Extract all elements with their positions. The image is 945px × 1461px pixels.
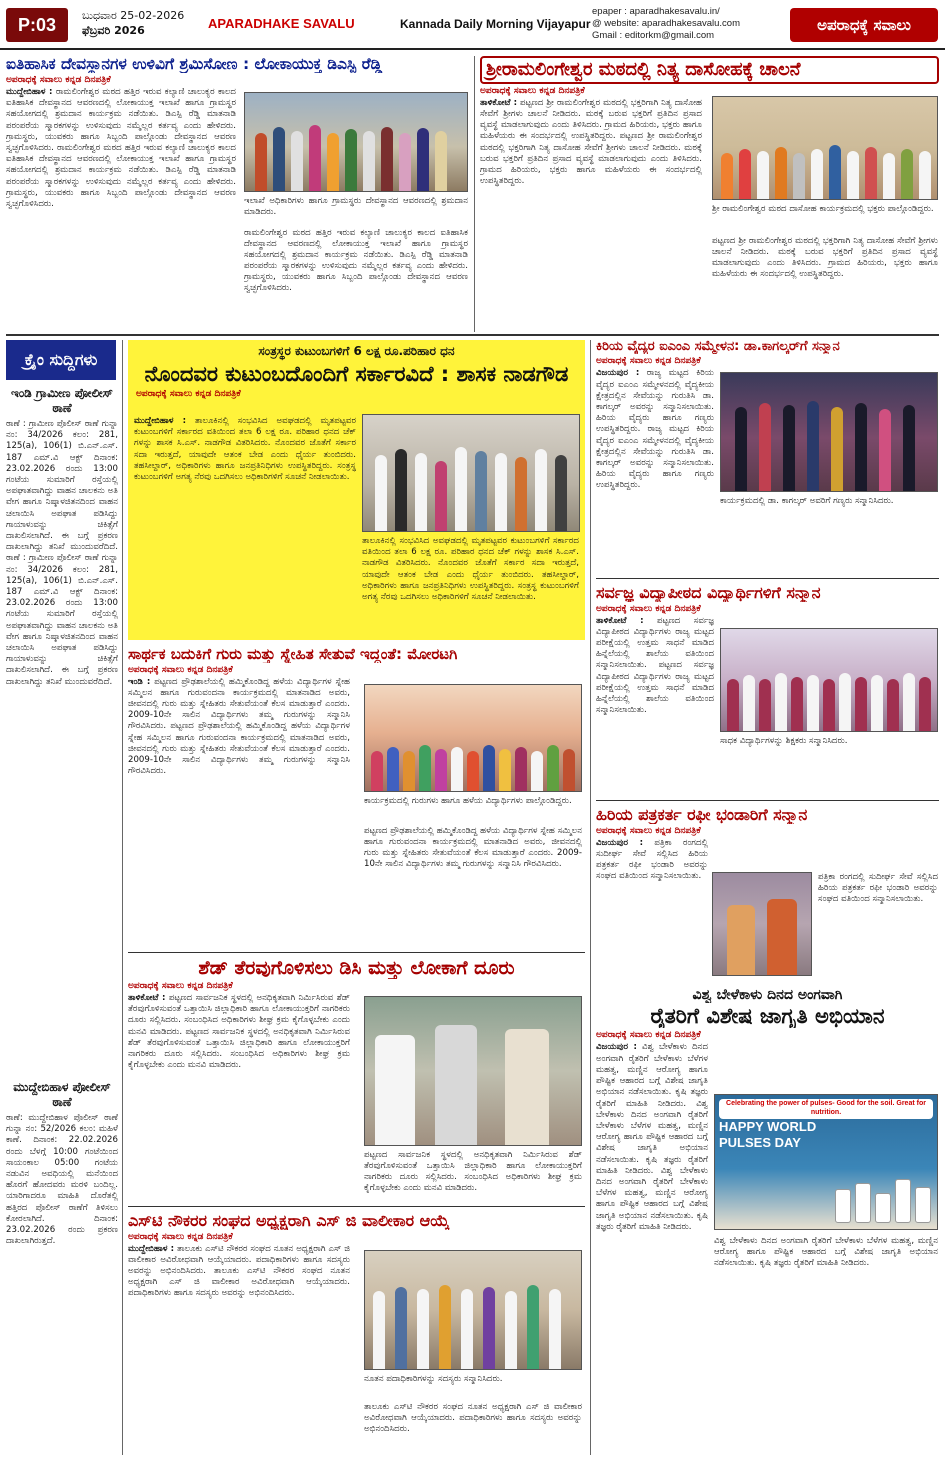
story-text: ವಿಶ್ವ ಬೇಳೆಕಾಳು ದಿನದ ಅಂಗವಾಗಿ ರೈತರಿಗೆ ಬೇಳೆಕಾಳು ಬೆಳೆಗಳ ಮಹತ್ವ, ಮಣ್ಣಿನ ಆರೋಗ್ಯ ಹಾಗೂ ಪೌಷ್ಟಿಕ ಆಹಾರದ ಬಗ್ಗೆ ವಿಶೇಷ ಜಾಗೃತಿ ಅಭಿಯಾನ ನಡೆಸಲಾಯಿತು. ಕೃಷಿ ತಜ್ಞರು ರೈತರಿಗೆ ಮಾಹಿತಿ ನೀಡಿದರು. bbox=[596, 1042, 708, 1109]
story-body bbox=[6, 87, 236, 332]
story-headline: ಸಾರ್ಥಕ ಬದುಕಿಗೆ ಗುರು ಮತ್ತು ಸ್ನೇಹಿತ ಸೇತುವೆ ಇದ್ದಂತೆ: ಮೋರಟಗಿ bbox=[128, 646, 458, 663]
website-link[interactable]: @ website: aparadhakesavalu.com bbox=[592, 18, 741, 29]
story-text: ಪಟ್ಟಣದ ಶ್ರೀ ರಾಮಲಿಂಗೇಶ್ವರ ಮಠದಲ್ಲಿ ಭಕ್ತರಿಗಾಗಿ ನಿತ್ಯ ದಾಸೋಹ ಸೇವೆಗೆ ಶ್ರೀಗಳು ಚಾಲನೆ ನೀಡಿದರು. ಮಠಕ್ಕೆ ಬರುವ ಭಕ್ತರಿಗೆ ಪ್ರತಿದಿನ ಪ್ರಸಾದ ವ್ಯವಸ್ಥೆ ಮಾಡಲಾಗುವುದು ಎಂದು ತಿಳಿಸಿದರು. ಗ್ರಾಮದ ಹಿರಿಯರು, ಭಕ್ತರು ಹಾಗೂ ಮಹಿಳೆಯರು ಈ ಸಂದರ್ಭದಲ್ಲಿ ಉಪಸ್ಥಿತರಿದ್ದರು. bbox=[480, 97, 702, 142]
photo-caption: ಸಾಧಕ ವಿದ್ಯಾರ್ಥಿಗಳನ್ನು ಶಿಕ್ಷಕರು ಸನ್ಮಾನಿಸಿದರು. bbox=[720, 736, 848, 746]
story-credit: ಅಪರಾಧಕ್ಕೆ ಸವಾಲು ಕನ್ನಡ ದಿನಪತ್ರಿಕೆ bbox=[128, 1231, 233, 1242]
story-dateline: ಇಂಡಿ : bbox=[128, 676, 151, 687]
story-continuation: ಪಟ್ಟಣದ ಸಾರ್ವಜನಿಕ ಸ್ಥಳದಲ್ಲಿ ಅನಧಿಕೃತವಾಗಿ ನಿರ್ಮಿಸಿರುವ ಶೆಡ್ ತೆರವುಗೊಳಿಸುವಂತೆ ಒತ್ತಾಯಿಸಿ ಜಿಲ್ಲಾಧಿಕಾರಿ ಹಾಗೂ ಲೋಕಾಯುಕ್ತರಿಗೆ ನಾಗರಿಕರು ದೂರು ಸಲ್ಲಿಸಿದರು. ಸಂಬಂಧಿಸಿದ ಅಧಿಕಾರಿಗಳು ಶೀಘ್ರ ಕ್ರಮ ಕೈಗೊಳ್ಳಬೇಕು ಎಂದು ಮನವಿ ಮಾಡಿದರು. bbox=[364, 1150, 582, 1193]
paper-logo: ಅಪರಾಧಕ್ಕೆ ಸವಾಲು bbox=[790, 8, 938, 42]
story-dateline: ತಾಳಿಕೋಟೆ : bbox=[480, 97, 518, 108]
story-credit: ಅಪರಾಧಕ್ಕೆ ಸವಾಲು ಕನ್ನಡ ದಿನಪತ್ರಿಕೆ bbox=[128, 664, 233, 675]
column-divider bbox=[590, 340, 591, 1455]
story-body bbox=[134, 416, 356, 634]
story-dateline: ತಾಳಿಕೋಟೆ : bbox=[128, 992, 166, 1003]
epaper-link[interactable]: epaper : aparadhakesavalu.in/ bbox=[592, 6, 720, 17]
story-continuation: ತಾಲೂಕಿನಲ್ಲಿ ಸಂಭವಿಸಿದ ಅವಘಡದಲ್ಲಿ ಮೃತಪಟ್ಟವರ ಕುಟುಂಬಗಳಿಗೆ ಸರ್ಕಾರದ ವತಿಯಿಂದ ತಲಾ 6 ಲಕ್ಷ ರೂ. ಪರಿಹಾರ ಧನದ ಚೆಕ್ ಗಳನ್ನು ಶಾಸಕ ಸಿ.ಎಸ್. ನಾಡಗೌಡ ವಿತರಿಸಿದರು. ನೊಂದವರ ಜೊತೆಗೆ ಸರ್ಕಾರ ಸದಾ ಇರುತ್ತದೆ, ಯಾವುದೇ ಆತಂಕ ಬೇಡ ಎಂದು ಧೈರ್ಯ ತುಂಬಿದರು. ತಹಸೀಲ್ದಾರ್, ಅಧಿಕಾರಿಗಳು ಹಾಗೂ ಜನಪ್ರತಿನಿಧಿಗಳು ಉಪಸ್ಥಿತರಿದ್ದರು. ಸಂತ್ರಸ್ಥ ಕುಟುಂಬಗಳಿಗೆ ಅಗತ್ಯ ನೆರವು ಒದಗಿಸಲು ಅಧಿಕಾರಿಗಳಿಗೆ ಸೂಚನೆ ನೀಡಲಾಯಿತು. bbox=[362, 536, 579, 603]
story-text: ಪತ್ರಿಕಾ ರಂಗದಲ್ಲಿ ಸುದೀರ್ಘ ಸೇವೆ ಸಲ್ಲಿಸಿದ ಹಿರಿಯ ಪತ್ರಕರ್ತ ರಫೀ ಭಂಡಾರಿ ಅವರನ್ನು ಸಂಘದ ವತಿಯಿಂದ ಸನ್ಮಾನಿಸಲಾಯಿತು. bbox=[596, 837, 708, 882]
story-text-repeat-2: ವಿಶ್ವ ಬೇಳೆಕಾಳು ದಿನದ ಅಂಗವಾಗಿ ರೈತರಿಗೆ ಬೇಳೆಕಾಳು ಬೆಳೆಗಳ ಮಹತ್ವ, ಮಣ್ಣಿನ ಆರೋಗ್ಯ ಹಾಗೂ ಪೌಷ್ಟಿಕ ಆಹಾರದ ಬಗ್ಗೆ ವಿಶೇಷ ಜಾಗೃತಿ ಅಭಿಯಾನ ನಡೆಸಲಾಯಿತು. ಕೃಷಿ ತಜ್ಞರು ರೈತರಿಗೆ ಮಾಹಿತಿ ನೀಡಿದರು. bbox=[596, 1165, 708, 1232]
photo-caption: ಶ್ರೀ ರಾಮಲಿಂಗೇಶ್ವರ ಮಠದ ದಾಸೋಹ ಕಾರ್ಯಕ್ರಮದಲ್ಲಿ ಭಕ್ತರು ಪಾಲ್ಗೊಂಡಿದ್ದರು. bbox=[712, 204, 934, 214]
story-headline: ಎಸ್‌ಟಿ ನೌಕರರ ಸಂಘದ ಅಧ್ಯಕ್ಷರಾಗಿ ಎಸ್ ಜಿ ವಾಲೀಕಾರ ಆಯ್ಕೆ bbox=[128, 1212, 450, 1230]
crime-item-text-repeat: ಠಾಣೆ : ಗ್ರಾಮೀಣ ಪೊಲೀಸ್ ಠಾಣೆ ಗುನ್ನಾ ನಂ: 34/2026 ಕಲಂ: 281, 125(a), 106(1) ಬಿ.ಎನ್.ಎಸ್. 187 ಎಮ್.ವಿ ಆಕ್ಟ್ ದಿನಾಂಕ: 23.02.2026 ರಂದು 13:00 ಗಂಟೆಯ ಸುಮಾರಿಗೆ ರಸ್ತೆಯಲ್ಲಿ ಅಪಘಾತವಾಗಿದ್ದು ವಾಹನ ಚಾಲಕನು ಅತಿ ವೇಗ ಹಾಗೂ ನಿಷ್ಕಾಳಜಿತನದಿಂದ ವಾಹನ ಚಲಾಯಿಸಿ ಅಪಘಾತ ಪಡಿಸಿದ್ದು ಗಾಯಾಳುವನ್ನು ಚಿಕಿತ್ಸೆಗೆ ದಾಖಲಿಸಲಾಗಿದೆ. ಈ ಬಗ್ಗೆ ಪ್ರಕರಣ ದಾಖಲಾಗಿದ್ದು ತನಿಖೆ ಮುಂದುವರೆದಿದೆ. bbox=[6, 553, 118, 687]
story-continuation: ರಾಮಲಿಂಗೇಶ್ವರ ಮಠದ ಹತ್ತಿರ ಇರುವ ಕಲ್ಯಾಣಿ ಚಾಲುಕ್ಯರ ಕಾಲದ ಐತಿಹಾಸಿಕ ದೇವಸ್ಥಾನದ ಆವರಣದಲ್ಲಿ ಲೋಕಾಯುಕ್ತ ಇಲಾಖೆ ಹಾಗೂ ಗ್ರಾಮಸ್ಥರ ಸಹಯೋಗದಲ್ಲಿ ಶ್ರಮದಾನ ಕಾರ್ಯಕ್ರಮ ನಡೆಯಿತು. ಡಿಎಸ್ಪಿ ರೆಡ್ಡಿ ಮಾತನಾಡಿ ಪರಂಪರೆಯ ಸ್ಮಾರಕಗಳನ್ನು ಉಳಿಸುವುದು ನಮ್ಮೆಲ್ಲರ ಕರ್ತವ್ಯ ಎಂದು ಹೇಳಿದರು. ಗ್ರಾಮಸ್ಥರು, ಯುವಕರು ಹಾಗೂ ಸಿಬ್ಬಂದಿ ಪಾಲ್ಗೊಂಡು ದೇವಸ್ಥಾನದ ಆವರಣ ಸ್ವಚ್ಛಗೊಳಿಸಿದರು. bbox=[244, 228, 468, 293]
masthead bbox=[0, 0, 945, 50]
photo-caption: ಕಾರ್ಯಕ್ರಮದಲ್ಲಿ ಗುರುಗಳು ಹಾಗೂ ಹಳೆಯ ವಿದ್ಯಾರ್ಥಿಗಳು ಪಾಲ್ಗೊಂಡಿದ್ದರು. bbox=[364, 796, 572, 806]
story-dateline: ಮುದ್ದೇಬಿಹಾಳ : bbox=[134, 416, 187, 426]
story-kicker: ವಿಶ್ವ ಬೇಳೆಕಾಳು ದಿನದ ಅಂಗವಾಗಿ bbox=[692, 988, 843, 1003]
story-text-repeat: ರಾಜ್ಯ ಮಟ್ಟದ ಕಿರಿಯ ವೈದ್ಯರ ಐಎಂಎ ಸಮ್ಮೇಳನದಲ್ಲಿ ವೈದ್ಯಕೀಯ ಕ್ಷೇತ್ರದಲ್ಲಿನ ಸೇವೆಯನ್ನು ಗುರುತಿಸಿ ಡಾ. ಕಾಗಲ್ಕರ್ ಅವರನ್ನು ಸನ್ಮಾನಿಸಲಾಯಿತು. ಹಿರಿಯ ವೈದ್ಯರು ಹಾಗೂ ಗಣ್ಯರು ಉಪಸ್ಥಿತರಿದ್ದರು. bbox=[596, 424, 714, 491]
crime-item-muddebihal bbox=[6, 1080, 118, 1455]
story-dateline: ವಿಜಯಪುರ : bbox=[596, 1042, 637, 1053]
story-dateline: ವಿಜಯಪುರ : bbox=[596, 368, 640, 379]
contact-block bbox=[592, 6, 782, 42]
column-divider bbox=[122, 340, 123, 1455]
story-text-repeat: ತಾಲೂಕು ಎಸ್‌ಟಿ ನೌಕರರ ಸಂಘದ ನೂತನ ಅಧ್ಯಕ್ಷರಾಗಿ ಎಸ್ ಜಿ ವಾಲೀಕಾರ ಅವಿರೋಧವಾಗಿ ಆಯ್ಕೆಯಾದರು. ಪದಾಧಿಕಾರಿಗಳು ಹಾಗೂ ಸದಸ್ಯರು ಅವರನ್ನು ಅಭಿನಂದಿಸಿದರು. bbox=[128, 1266, 350, 1299]
story-headline: ಶ್ರೀರಾಮಲಿಂಗೇಶ್ವರ ಮಠದಲ್ಲಿ ನಿತ್ಯ ದಾಸೋಹಕ್ಕೆ ಚಾಲನೆ bbox=[480, 56, 939, 84]
story-continuation: ಪಟ್ಟಣದ ಶ್ರೀ ರಾಮಲಿಂಗೇಶ್ವರ ಮಠದಲ್ಲಿ ಭಕ್ತರಿಗಾಗಿ ನಿತ್ಯ ದಾಸೋಹ ಸೇವೆಗೆ ಶ್ರೀಗಳು ಚಾಲನೆ ನೀಡಿದರು. ಮಠಕ್ಕೆ ಬರುವ ಭಕ್ತರಿಗೆ ಪ್ರತಿದಿನ ಪ್ರಸಾದ ವ್ಯವಸ್ಥೆ ಮಾಡಲಾಗುವುದು ಎಂದು ತಿಳಿಸಿದರು. ಗ್ರಾಮದ ಹಿರಿಯರು, ಭಕ್ತರು ಹಾಗೂ ಮಹಿಳೆಯರು ಈ ಸಂದರ್ಭದಲ್ಲಿ ಉಪಸ್ಥಿತರಿದ್ದರು. bbox=[712, 236, 938, 279]
poster-title-2: PULSES DAY bbox=[719, 1135, 801, 1150]
story-text-repeat: ವಿಶ್ವ ಬೇಳೆಕಾಳು ದಿನದ ಅಂಗವಾಗಿ ರೈತರಿಗೆ ಬೇಳೆಕಾಳು ಬೆಳೆಗಳ ಮಹತ್ವ, ಮಣ್ಣಿನ ಆರೋಗ್ಯ ಹಾಗೂ ಪೌಷ್ಟಿಕ ಆಹಾರದ ಬಗ್ಗೆ ವಿಶೇಷ ಜಾಗೃತಿ ಅಭಿಯಾನ ನಡೆಸಲಾಯಿತು. ಕೃಷಿ ತಜ್ಞರು ರೈತರಿಗೆ ಮಾಹಿತಿ ನೀಡಿದರು. bbox=[596, 1098, 708, 1176]
story-credit: ಅಪರಾಧಕ್ಕೆ ಸವಾಲು ಕನ್ನಡ ದಿನಪತ್ರಿಕೆ bbox=[6, 75, 111, 86]
story-continuation: ವಿಶ್ವ ಬೇಳೆಕಾಳು ದಿನದ ಅಂಗವಾಗಿ ರೈತರಿಗೆ ಬೇಳೆಕಾಳು ಬೆಳೆಗಳ ಮಹತ್ವ, ಮಣ್ಣಿನ ಆರೋಗ್ಯ ಹಾಗೂ ಪೌಷ್ಟಿಕ ಆಹಾರದ ಬಗ್ಗೆ ವಿಶೇಷ ಜಾಗೃತಿ ಅಭಿಯಾನ ನಡೆಸಲಾಯಿತು. ಕೃಷಿ ತಜ್ಞರು ರೈತರಿಗೆ ಮಾಹಿತಿ ನೀಡಿದರು. bbox=[714, 1236, 938, 1268]
photo-caption: ನೂತನ ಪದಾಧಿಕಾರಿಗಳನ್ನು ಸದಸ್ಯರು ಸನ್ಮಾನಿಸಿದರು. bbox=[364, 1374, 503, 1384]
story-body bbox=[596, 1042, 708, 1442]
section-divider bbox=[596, 800, 939, 801]
story-credit: ಅಪರಾಧಕ್ಕೆ ಸವಾಲು ಕನ್ನಡ ದಿನಪತ್ರಿಕೆ bbox=[596, 825, 701, 836]
story-credit: ಅಪರಾಧಕ್ಕೆ ಸವಾಲು ಕನ್ನಡ ದಿನಪತ್ರಿಕೆ bbox=[480, 85, 585, 96]
section-divider bbox=[128, 952, 585, 953]
gmail-link[interactable]: Gmail : editorkm@gmail.com bbox=[592, 30, 715, 41]
story-headline: ಹಿರಿಯ ಪತ್ರಕರ್ತ ರಫೀ ಭಂಡಾರಿಗೆ ಸನ್ಮಾನ bbox=[596, 806, 808, 824]
crime-item-text: ಠಾಣೆ : ಗ್ರಾಮೀಣ ಪೊಲೀಸ್ ಠಾಣೆ ಗುನ್ನಾ ನಂ: 34/2026 ಕಲಂ: 281, 125(a), 106(1) ಬಿ.ಎನ್.ಎಸ್. 187 ಎಮ್.ವಿ ಆಕ್ಟ್ ದಿನಾಂಕ: 23.02.2026 ರಂದು 13:00 ಗಂಟೆಯ ಸುಮಾರಿಗೆ ರಸ್ತೆಯಲ್ಲಿ ಅಪಘಾತವಾಗಿದ್ದು ವಾಹನ ಚಾಲಕನು ಅತಿ ವೇಗ ಹಾಗೂ ನಿಷ್ಕಾಳಜಿತನದಿಂದ ವಾಹನ ಚಲಾಯಿಸಿ ಅಪಘಾತ ಪಡಿಸಿದ್ದು ಗಾಯಾಳುವನ್ನು ಚಿಕಿತ್ಸೆಗೆ ದಾಖಲಿಸಲಾಗಿದೆ. ಈ ಬಗ್ಗೆ ಪ್ರಕರಣ ದಾಖಲಾಗಿದ್ದು ತನಿಖೆ ಮುಂದುವರೆದಿದೆ. bbox=[6, 419, 118, 553]
story-dateline: ತಾಳಿಕೋಟೆ : bbox=[596, 615, 644, 626]
photo-caption: ಇಲಾಖೆ ಅಧಿಕಾರಿಗಳು ಹಾಗೂ ಗ್ರಾಮಸ್ಥರು ದೇವಸ್ಥಾನದ ಆವರಣದಲ್ಲಿ ಶ್ರಮದಾನ ಮಾಡಿದರು. bbox=[244, 196, 468, 217]
paper-tagline: Kannada Daily Morning Vijayapur bbox=[400, 17, 591, 31]
story-body bbox=[596, 616, 714, 792]
story-text-repeat: ಪಟ್ಟಣದ ಶ್ರೀ ರಾಮಲಿಂಗೇಶ್ವರ ಮಠದಲ್ಲಿ ಭಕ್ತರಿಗಾಗಿ ನಿತ್ಯ ದಾಸೋಹ ಸೇವೆಗೆ ಶ್ರೀಗಳು ಚಾಲನೆ ನೀಡಿದರು. ಮಠಕ್ಕೆ ಬರುವ ಭಕ್ತರಿಗೆ ಪ್ರತಿದಿನ ಪ್ರಸಾದ ವ್ಯವಸ್ಥೆ ಮಾಡಲಾಗುವುದು ಎಂದು ತಿಳಿಸಿದರು. ಗ್ರಾಮದ ಹಿರಿಯರು, ಭಕ್ತರು ಹಾಗೂ ಮಹಿಳೆಯರು ಈ ಸಂದರ್ಭದಲ್ಲಿ ಉಪಸ್ಥಿತರಿದ್ದರು. bbox=[480, 131, 702, 187]
story-text: ರಾಮಲಿಂಗೇಶ್ವರ ಮಠದ ಹತ್ತಿರ ಇರುವ ಕಲ್ಯಾಣಿ ಚಾಲುಕ್ಯರ ಕಾಲದ ಐತಿಹಾಸಿಕ ದೇವಸ್ಥಾನದ ಆವರಣದಲ್ಲಿ ಲೋಕಾಯುಕ್ತ ಇಲಾಖೆ ಹಾಗೂ ಗ್ರಾಮಸ್ಥರ ಸಹಯೋಗದಲ್ಲಿ ಶ್ರಮದಾನ ಕಾರ್ಯಕ್ರಮ ನಡೆಯಿತು. ಡಿಎಸ್ಪಿ ರೆಡ್ಡಿ ಮಾತನಾಡಿ ಪರಂಪರೆಯ ಸ್ಮಾರಕಗಳನ್ನು ಉಳಿಸುವುದು ನಮ್ಮೆಲ್ಲರ ಕರ್ತವ್ಯ ಎಂದು ಹೇಳಿದರು. ಗ್ರಾಮಸ್ಥರು, ಯುವಕರು ಹಾಗೂ ಸಿಬ್ಬಂದಿ ಪಾಲ್ಗೊಂಡು ದೇವಸ್ಥಾನದ ಆವರಣ ಸ್ವಚ್ಛಗೊಳಿಸಿದರು. bbox=[6, 87, 236, 154]
story-continuation: ತಾಲೂಕು ಎಸ್‌ಟಿ ನೌಕರರ ಸಂಘದ ನೂತನ ಅಧ್ಯಕ್ಷರಾಗಿ ಎಸ್ ಜಿ ವಾಲೀಕಾರ ಅವಿರೋಧವಾಗಿ ಆಯ್ಕೆಯಾದರು. ಪದಾಧಿಕಾರಿಗಳು ಹಾಗೂ ಸದಸ್ಯರು ಅವರನ್ನು ಅಭಿನಂದಿಸಿದರು. bbox=[364, 1402, 582, 1434]
story-text: ಪಟ್ಟಣದ ಸರ್ವಜ್ಞ ವಿದ್ಯಾಪೀಠದ ವಿದ್ಯಾರ್ಥಿಗಳು ರಾಜ್ಯ ಮಟ್ಟದ ಪರೀಕ್ಷೆಯಲ್ಲಿ ಉತ್ತಮ ಸಾಧನೆ ಮಾಡಿದ ಹಿನ್ನೆಲೆಯಲ್ಲಿ ಶಾಲೆಯ ವತಿಯಿಂದ ಸನ್ಮಾನಿಸಲಾಯಿತು. bbox=[596, 615, 714, 671]
poster-tagline: Celebrating the power of pulses- Good for the soil. Great for nutrition. bbox=[719, 1099, 933, 1119]
story-continuation: ಪಟ್ಟಣದ ಪ್ರೌಢಶಾಲೆಯಲ್ಲಿ ಹಮ್ಮಿಕೊಂಡಿದ್ದ ಹಳೆಯ ವಿದ್ಯಾರ್ಥಿಗಳ ಸ್ನೇಹ ಸಮ್ಮಿಲನ ಹಾಗೂ ಗುರುವಂದನಾ ಕಾರ್ಯಕ್ರಮದಲ್ಲಿ ಮಾತನಾಡಿದ ಅವರು, ಜೀವನದಲ್ಲಿ ಗುರು ಮತ್ತು ಸ್ನೇಹಿತರು ಸೇತುವೆಯಂತೆ ಕೆಲಸ ಮಾಡುತ್ತಾರೆ ಎಂದರು. 2009-10ನೇ ಸಾಲಿನ ವಿದ್ಯಾರ್ಥಿಗಳು ತಮ್ಮ ಗುರುಗಳನ್ನು ಸನ್ಮಾನಿಸಿ ಗೌರವಿಸಿದರು. bbox=[364, 826, 582, 869]
poster-title-1: HAPPY WORLD bbox=[719, 1119, 817, 1134]
story-credit: ಅಪರಾಧಕ್ಕೆ ಸವಾಲು ಕನ್ನಡ ದಿನಪತ್ರಿಕೆ bbox=[596, 1030, 701, 1041]
column-divider bbox=[474, 56, 475, 332]
crime-item-body: ಠಾಣೆ: ಮುದ್ದೇಬಿಹಾಳ ಪೊಲೀಸ್ ಠಾಣೆ ಗುನ್ನಾ ನಂ: 52/2026 ಕಲಂ: ಮಹಿಳೆ ಕಾಣೆ. ದಿನಾಂಕ: 22.02.2026 ರಂದು ಬೆಳಗ್ಗೆ 10:00 ಗಂಟೆಯಿಂದ ಸಾಯಂಕಾಲ 05:00 ಗಂಟೆಯ ನಡುವಿನ ಅವಧಿಯಲ್ಲಿ ಮನೆಯಿಂದ ಹೊರಗೆ ಹೋದವರು ಮರಳಿ ಬಂದಿಲ್ಲ. ಯಾರಿಗಾದರೂ ಮಾಹಿತಿ ದೊರೆತಲ್ಲಿ ಹತ್ತಿರದ ಪೊಲೀಸ್ ಠಾಣೆಗೆ ತಿಳಿಸಲು ಕೋರಲಾಗಿದೆ. ದಿನಾಂಕ: 23.02.2026 ರಂದು ಪ್ರಕರಣ ದಾಖಲಾಗಿರುತ್ತದೆ. bbox=[6, 1113, 118, 1247]
photo-ima-stage bbox=[720, 372, 938, 492]
story-text: ತಾಲೂಕು ಎಸ್‌ಟಿ ನೌಕರರ ಸಂಘದ ನೂತನ ಅಧ್ಯಕ್ಷರಾಗಿ ಎಸ್ ಜಿ ವಾಲೀಕಾರ ಅವಿರೋಧವಾಗಿ ಆಯ್ಕೆಯಾದರು. ಪದಾಧಿಕಾರಿಗಳು ಹಾಗೂ ಸದಸ್ಯರು ಅವರನ್ನು ಅಭಿನಂದಿಸಿದರು. bbox=[128, 1243, 350, 1276]
lead-kicker: ಸಂತ್ರಸ್ಥರ ಕುಟುಂಬಗಳಿಗೆ 6 ಲಕ್ಷ ರೂ.ಪರಿಹಾರ ಧನ bbox=[258, 344, 455, 358]
story-headline: ಕಿರಿಯ ವೈದ್ಯರ ಐಎಂಎ ಸಮ್ಮೇಳನ: ಡಾ.ಕಾಗಲ್ಕರ್‌ಗೆ ಸನ್ಮಾನ bbox=[596, 340, 840, 354]
photo-temple-group bbox=[244, 92, 468, 192]
poster-world-pulses-day bbox=[714, 1094, 938, 1230]
story-text-repeat: ಪಟ್ಟಣದ ಸಾರ್ವಜನಿಕ ಸ್ಥಳದಲ್ಲಿ ಅನಧಿಕೃತವಾಗಿ ನಿರ್ಮಿಸಿರುವ ಶೆಡ್ ತೆರವುಗೊಳಿಸುವಂತೆ ಒತ್ತಾಯಿಸಿ ಜಿಲ್ಲಾಧಿಕಾರಿ ಹಾಗೂ ಲೋಕಾಯುಕ್ತರಿಗೆ ನಾಗರಿಕರು ದೂರು ಸಲ್ಲಿಸಿದರು. ಸಂಬಂಧಿಸಿದ ಅಧಿಕಾರಿಗಳು ಶೀಘ್ರ ಕ್ರಮ ಕೈಗೊಳ್ಳಬೇಕು ಎಂದು ಮನವಿ ಮಾಡಿದರು. bbox=[128, 1026, 350, 1071]
story-body bbox=[596, 368, 714, 564]
story-dateline: ಮುದ್ದೇಬಿಹಾಳ : bbox=[128, 1243, 175, 1254]
section-divider bbox=[128, 1206, 585, 1207]
story-text: ಪಟ್ಟಣದ ಪ್ರೌಢಶಾಲೆಯಲ್ಲಿ ಹಮ್ಮಿಕೊಂಡಿದ್ದ ಹಳೆಯ ವಿದ್ಯಾರ್ಥಿಗಳ ಸ್ನೇಹ ಸಮ್ಮಿಲನ ಹಾಗೂ ಗುರುವಂದನಾ ಕಾರ್ಯಕ್ರಮದಲ್ಲಿ ಮಾತನಾಡಿದ ಅವರು, ಜೀವನದಲ್ಲಿ ಗುರು ಮತ್ತು ಸ್ನೇಹಿತರು ಸೇತುವೆಯಂತೆ ಕೆಲಸ ಮಾಡುತ್ತಾರೆ ಎಂದರು. 2009-10ನೇ ಸಾಲಿನ ವಿದ್ಯಾರ್ಥಿಗಳು ತಮ್ಮ ಗುರುಗಳನ್ನು ಸನ್ಮಾನಿಸಿ ಗೌರವಿಸಿದರು. bbox=[128, 676, 350, 732]
story-body bbox=[128, 1244, 350, 1449]
page-number: P:03 bbox=[6, 8, 68, 42]
story-headline: ಸರ್ವಜ್ಞ ವಿದ್ಯಾಪೀಠದ ವಿದ್ಯಾರ್ಥಿಗಳಿಗೆ ಸನ್ಮಾನ bbox=[596, 584, 821, 602]
photo-alumni-group bbox=[364, 684, 582, 792]
date-block bbox=[82, 8, 202, 38]
section-divider bbox=[596, 578, 939, 579]
story-headline: ಶೆಡ್ ತೆರವುಗೊಳಿಸಲು ಡಿಸಿ ಮತ್ತು ಲೋಕಾಗೆ ದೂರು bbox=[198, 958, 515, 979]
photo-association-members bbox=[364, 1250, 582, 1370]
crime-section-title: ಕ್ರೈಂ ಸುದ್ದಿಗಳು bbox=[6, 340, 116, 380]
story-credit: ಅಪರಾಧಕ್ಕೆ ಸವಾಲು ಕನ್ನಡ ದಿನಪತ್ರಿಕೆ bbox=[596, 356, 701, 367]
photo-caption: ಪತ್ರಿಕಾ ರಂಗದಲ್ಲಿ ಸುದೀರ್ಘ ಸೇವೆ ಸಲ್ಲಿಸಿದ ಹಿರಿಯ ಪತ್ರಕರ್ತ ರಫೀ ಭಂಡಾರಿ ಅವರನ್ನು ಸಂಘದ ವತಿಯಿಂದ ಸನ್ಮಾನಿಸಲಾಯಿತು. bbox=[818, 872, 938, 904]
photo-students-group bbox=[720, 628, 938, 732]
story-body bbox=[128, 993, 350, 1204]
story-text: ತಾಲೂಕಿನಲ್ಲಿ ಸಂಭವಿಸಿದ ಅವಘಡದಲ್ಲಿ ಮೃತಪಟ್ಟವರ ಕುಟುಂಬಗಳಿಗೆ ಸರ್ಕಾರದ ವತಿಯಿಂದ ತಲಾ 6 ಲಕ್ಷ ರೂ. ಪರಿಹಾರ ಧನದ ಚೆಕ್ ಗಳನ್ನು ಶಾಸಕ ಸಿ.ಎಸ್. ನಾಡಗೌಡ ವಿತರಿಸಿದರು. ನೊಂದವರ ಜೊತೆಗೆ ಸರ್ಕಾರ ಸದಾ ಇರುತ್ತದೆ, ಯಾವುದೇ ಆತಂಕ ಬೇಡ ಎಂದು ಧೈರ್ಯ ತುಂಬಿದರು. ತಹಸೀಲ್ದಾರ್, ಅಧಿಕಾರಿಗಳು ಹಾಗೂ ಜನಪ್ರತಿನಿಧಿಗಳು ಉಪಸ್ಥಿತರಿದ್ದರು. ಸಂತ್ರಸ್ಥ ಕುಟುಂಬಗಳಿಗೆ ಅಗತ್ಯ ನೆರವು ಒದಗಿಸಲು ಅಧಿಕಾರಿಗಳಿಗೆ ಸೂಚನೆ ನೀಡಲಾಯಿತು. bbox=[134, 416, 356, 483]
story-headline: ರೈತರಿಗೆ ವಿಶೇಷ ಜಾಗೃತಿ ಅಭಿಯಾನ bbox=[650, 1005, 885, 1029]
date-line-1: ಬುಧವಾರ 25-02-2026 bbox=[82, 9, 185, 22]
date-line-2: ಫೆಬ್ರವರಿ 2026 bbox=[82, 24, 145, 37]
photo-caption: ಕಾರ್ಯಕ್ರಮದಲ್ಲಿ ಡಾ. ಕಾಗಲ್ಕರ್ ಅವರಿಗೆ ಗಣ್ಯರು ಸನ್ಮಾನಿಸಿದರು. bbox=[720, 496, 894, 506]
story-text-repeat: ಪಟ್ಟಣದ ಪ್ರೌಢಶಾಲೆಯಲ್ಲಿ ಹಮ್ಮಿಕೊಂಡಿದ್ದ ಹಳೆಯ ವಿದ್ಯಾರ್ಥಿಗಳ ಸ್ನೇಹ ಸಮ್ಮಿಲನ ಹಾಗೂ ಗುರುವಂದನಾ ಕಾರ್ಯಕ್ರಮದಲ್ಲಿ ಮಾತನಾಡಿದ ಅವರು, ಜೀವನದಲ್ಲಿ ಗುರು ಮತ್ತು ಸ್ನೇಹಿತರು ಸೇತುವೆಯಂತೆ ಕೆಲಸ ಮಾಡುತ್ತಾರೆ ಎಂದರು. 2009-10ನೇ ಸಾಲಿನ ವಿದ್ಯಾರ್ಥಿಗಳು ತಮ್ಮ ಗುರುಗಳನ್ನು ಸನ್ಮಾನಿಸಿ ಗೌರವಿಸಿದರು. bbox=[128, 721, 350, 777]
story-body bbox=[596, 838, 708, 972]
lead-headline: ನೊಂದವರ ಕುಟುಂಬದೊಂದಿಗೆ ಸರ್ಕಾರವಿದೆ : ಶಾಸಕ ನಾಡಗೌಡ bbox=[144, 362, 569, 386]
photo-journalist bbox=[712, 872, 812, 976]
crime-item-body bbox=[6, 419, 118, 688]
story-text-repeat: ಪಟ್ಟಣದ ಸರ್ವಜ್ಞ ವಿದ್ಯಾಪೀಠದ ವಿದ್ಯಾರ್ಥಿಗಳು ರಾಜ್ಯ ಮಟ್ಟದ ಪರೀಕ್ಷೆಯಲ್ಲಿ ಉತ್ತಮ ಸಾಧನೆ ಮಾಡಿದ ಹಿನ್ನೆಲೆಯಲ್ಲಿ ಶಾಲೆಯ ವತಿಯಿಂದ ಸನ್ಮಾನಿಸಲಾಯಿತು. bbox=[596, 660, 714, 716]
crime-item-indi bbox=[6, 386, 118, 1046]
photo-dasoha-gathering bbox=[712, 96, 938, 200]
crime-item-title: ಮುದ್ದೇಬಿಹಾಳ ಪೋಲೀಸ್ ಠಾಣೆ bbox=[13, 1080, 111, 1109]
story-body bbox=[480, 98, 702, 312]
section-divider bbox=[6, 334, 939, 336]
photo-cheque-handover bbox=[362, 414, 580, 532]
story-text: ರಾಜ್ಯ ಮಟ್ಟದ ಕಿರಿಯ ವೈದ್ಯರ ಐಎಂಎ ಸಮ್ಮೇಳನದಲ್ಲಿ ವೈದ್ಯಕೀಯ ಕ್ಷೇತ್ರದಲ್ಲಿನ ಸೇವೆಯನ್ನು ಗುರುತಿಸಿ ಡಾ. ಕಾಗಲ್ಕರ್ ಅವರನ್ನು ಸನ್ಮಾನಿಸಲಾಯಿತು. ಹಿರಿಯ ವೈದ್ಯರು ಹಾಗೂ ಗಣ್ಯರು ಉಪಸ್ಥಿತರಿದ್ದರು. bbox=[596, 368, 714, 435]
paper-name: APARADHAKE SAVALU bbox=[208, 16, 355, 31]
photo-complaint-submission bbox=[364, 996, 582, 1146]
story-text: ಪಟ್ಟಣದ ಸಾರ್ವಜನಿಕ ಸ್ಥಳದಲ್ಲಿ ಅನಧಿಕೃತವಾಗಿ ನಿರ್ಮಿಸಿರುವ ಶೆಡ್ ತೆರವುಗೊಳಿಸುವಂತೆ ಒತ್ತಾಯಿಸಿ ಜಿಲ್ಲಾಧಿಕಾರಿ ಹಾಗೂ ಲೋಕಾಯುಕ್ತರಿಗೆ ನಾಗರಿಕರು ದೂರು ಸಲ್ಲಿಸಿದರು. ಸಂಬಂಧಿಸಿದ ಅಧಿಕಾರಿಗಳು ಶೀಘ್ರ ಕ್ರಮ ಕೈಗೊಳ್ಳಬೇಕು ಎಂದು ಮನವಿ ಮಾಡಿದರು. bbox=[128, 992, 350, 1037]
story-credit: ಅಪರಾಧಕ್ಕೆ ಸವಾಲು ಕನ್ನಡ ದಿನಪತ್ರಿಕೆ bbox=[128, 980, 233, 991]
story-credit: ಅಪರಾಧಕ್ಕೆ ಸವಾಲು ಕನ್ನಡ ದಿನಪತ್ರಿಕೆ bbox=[596, 603, 701, 614]
story-text-repeat: ರಾಮಲಿಂಗೇಶ್ವರ ಮಠದ ಹತ್ತಿರ ಇರುವ ಕಲ್ಯಾಣಿ ಚಾಲುಕ್ಯರ ಕಾಲದ ಐತಿಹಾಸಿಕ ದೇವಸ್ಥಾನದ ಆವರಣದಲ್ಲಿ ಲೋಕಾಯುಕ್ತ ಇಲಾಖೆ ಹಾಗೂ ಗ್ರಾಮಸ್ಥರ ಸಹಯೋಗದಲ್ಲಿ ಶ್ರಮದಾನ ಕಾರ್ಯಕ್ರಮ ನಡೆಯಿತು. ಡಿಎಸ್ಪಿ ರೆಡ್ಡಿ ಮಾತನಾಡಿ ಪರಂಪರೆಯ ಸ್ಮಾರಕಗಳನ್ನು ಉಳಿಸುವುದು ನಮ್ಮೆಲ್ಲರ ಕರ್ತವ್ಯ ಎಂದು ಹೇಳಿದರು. ಗ್ರಾಮಸ್ಥರು, ಯುವಕರು ಹಾಗೂ ಸಿಬ್ಬಂದಿ ಪಾಲ್ಗೊಂಡು ದೇವಸ್ಥಾನದ ಆವರಣ ಸ್ವಚ್ಛಗೊಳಿಸಿದರು. bbox=[6, 143, 236, 210]
story-credit: ಅಪರಾಧಕ್ಕೆ ಸವಾಲು ಕನ್ನಡ ದಿನಪತ್ರಿಕೆ bbox=[136, 389, 241, 399]
crime-item-title: ಇಂಡಿ ಗ್ರಾಮೀಣ ಪೋಲೀಸ್ ಠಾಣೆ bbox=[11, 386, 113, 415]
story-headline: ಐತಿಹಾಸಿಕ ದೇವಸ್ಥಾನಗಳ ಉಳಿವಿಗೆ ಶ್ರಮಿಸೋಣ : ಲೋಕಾಯುಕ್ತ ಡಿಎಸ್ಪಿ ರೆಡ್ಡಿ bbox=[6, 56, 383, 73]
story-dateline: ವಿಜಯಪುರ : bbox=[596, 837, 644, 848]
story-dateline: ಮುದ್ದೇಬಿಹಾಳ : bbox=[6, 87, 53, 98]
story-body bbox=[128, 677, 350, 939]
